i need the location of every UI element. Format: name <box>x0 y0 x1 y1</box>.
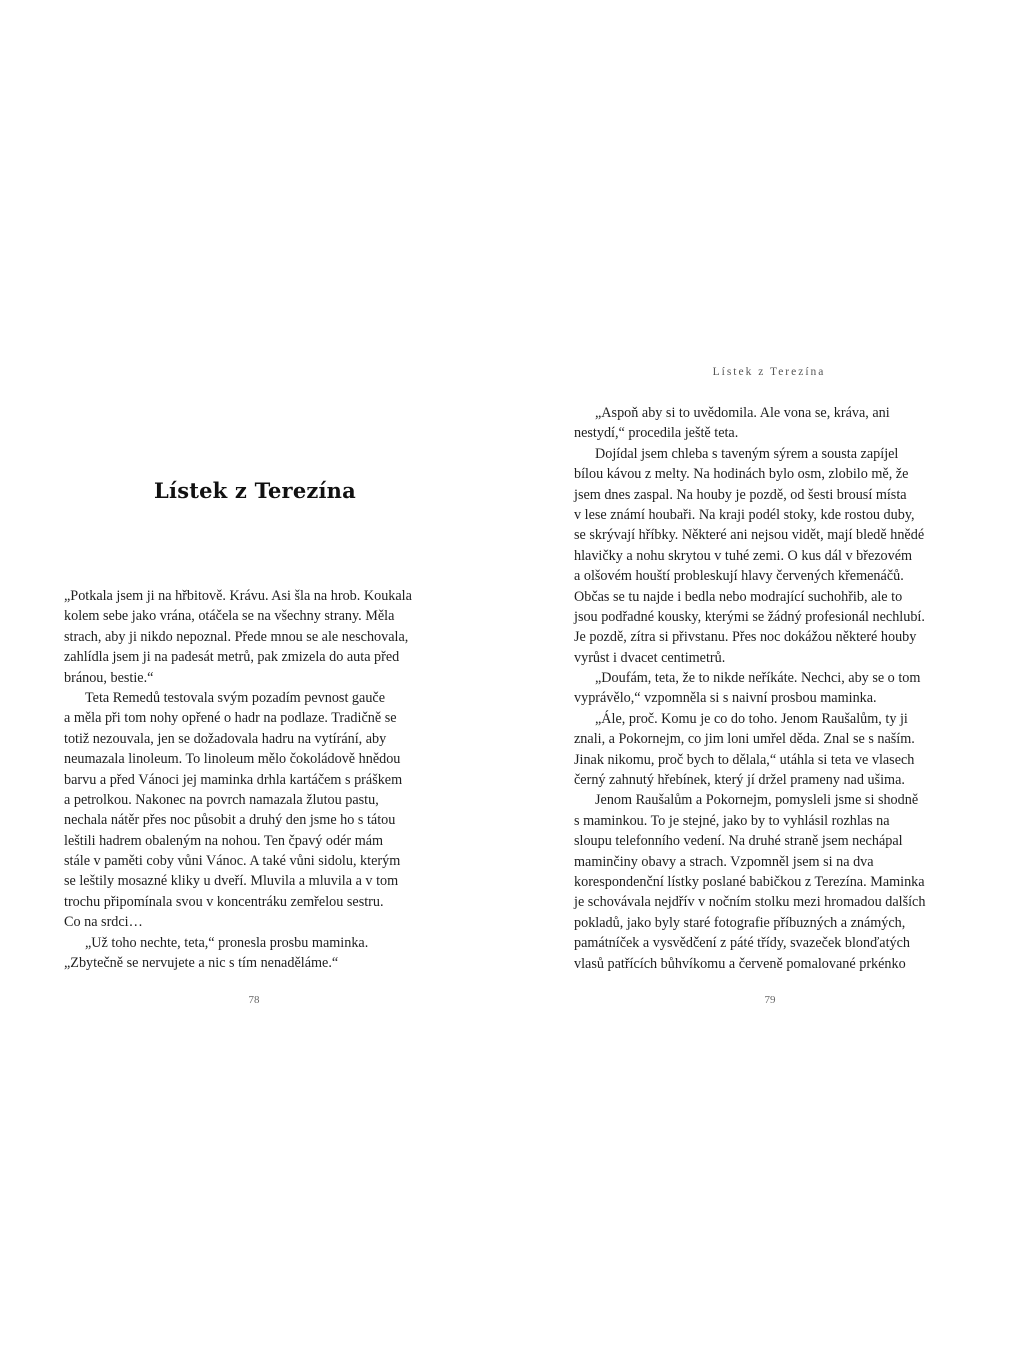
text-line: strach, aby ji nikdo nepoznal. Přede mnou se ale neschovala, <box>64 628 409 645</box>
text-line: pokladů, jako byly staré fotografie příbuzných a známých, <box>574 914 906 931</box>
text-line: jsem dnes zaspal. Na houby je pozdě, od šesti brousí místa <box>574 486 907 503</box>
text-line: sloupu telefonního vedení. Na druhé straně jsem nechápal <box>574 833 903 850</box>
text-line: stále v paměti coby vůni Vánoc. A také vůni sidolu, kterým <box>64 853 401 870</box>
text-line: Co na srdci… <box>64 914 143 931</box>
text-line: s maminkou. To je stejné, jako by to vyhlásil rozhlas na <box>574 812 890 829</box>
text-line: neumazala linoleum. To linoleum mělo čokoládově hnědou <box>64 751 401 768</box>
text-line: v lese známí houbaři. Na kraji podél stoky, kde rostou duby, <box>574 506 915 523</box>
left-page-text <box>64 586 448 973</box>
text-line: vyrůst i dvacet centimetrů. <box>574 649 726 666</box>
text-line: a měla při tom nohy opřené o hadr na podlaze. Tradičně se <box>64 710 397 727</box>
chapter-title: Lístek z Terezína <box>154 478 356 503</box>
text-line: je schovávala nejdřív v nočním stolku mezi hromadou dalších <box>574 894 926 911</box>
text-line: se skrývají hříbky. Některé ani nejsou vidět, mají bledě hnědé <box>574 527 925 544</box>
running-head: Lístek z Terezína <box>712 366 826 378</box>
text-line: bílou kávou z melty. Na hodinách bylo osm, zlobilo mě, že <box>574 466 909 483</box>
text-line: „Zbytečně se nervujete a nic s tím nenaděláme.“ <box>64 955 339 972</box>
text-line: hlavičky a nohu skrytou v tuhé zemi. O kus dál v březovém <box>574 547 913 564</box>
text-line: jsou podřadné kousky, kterými se žádný profesionál nechlubí. <box>574 608 925 625</box>
text-line: totiž nezouvala, jen se dožadovala hadru na vytírání, aby <box>64 730 387 747</box>
text-line: trochu připomínala svou v koncentráku zemřelou sestru. <box>64 893 384 910</box>
text-line: barvu a před Vánoci jej maminka drhla kartáčem s práškem <box>64 771 403 788</box>
right-page-text <box>574 403 966 974</box>
text-line: a petrolkou. Nakonec na povrch namazala žlutou pastu, <box>64 791 379 808</box>
text-line: leštili hadrem obaleným na nohou. Ten čpavý odér mám <box>64 832 384 849</box>
page-number-right: 79 <box>764 994 776 1006</box>
text-line: černý zahnutý hřebínek, který jí držel prameny nad ušima. <box>574 772 905 789</box>
text-line: památníček a vysvědčení z páté třídy, svazeček blonďatých <box>574 935 910 952</box>
text-line: nechala nátěr přes noc působit a druhý den jsme ho s tátou <box>64 812 396 829</box>
text-line: zahlídla jsem ji na padesát metrů, pak zmizela do auta před <box>64 649 400 666</box>
text-line: „Už toho nechte, teta,“ pronesla prosbu maminka. <box>85 934 369 951</box>
text-line: a olšovém houští probleskují hlavy červených křemenáčů. <box>574 568 904 585</box>
text-line: maminčiny obavy a strach. Vzpomněl jsem si na dva <box>574 853 874 870</box>
text-line: „Doufám, teta, že to nikde neříkáte. Nechci, aby se o tom <box>595 670 921 687</box>
text-line: Jinak nikomu, proč bych to dělala,“ utáhla si teta ve vlasech <box>574 751 915 768</box>
text-line: kolem sebe jako vrána, otáčela se na všechny strany. Měla <box>64 608 395 625</box>
text-line: „Ále, proč. Komu je co do toho. Jenom Raušalům, ty ji <box>595 710 908 727</box>
text-line: Dojídal jsem chleba s taveným sýrem a sousta zapíjel <box>595 445 899 462</box>
text-line: korespondenční lístky poslané babičkou z Terezína. Maminka <box>574 873 925 890</box>
text-line: Občas se tu najde i bedla nebo modrající suchohřib, ale to <box>574 588 903 605</box>
text-line: nestydí,“ procedila ještě teta. <box>574 425 739 442</box>
text-line: Teta Remedů testovala svým pozadím pevnost gauče <box>85 689 386 706</box>
text-line: znali, a Pokornejm, co jim loni umřel děda. Znal se s naším. <box>574 731 915 748</box>
right-page <box>512 0 1024 1365</box>
page-number-left: 78 <box>248 994 260 1006</box>
text-line: Je pozdě, zítra si přivstanu. Přes noc dokážou některé houby <box>574 629 917 646</box>
text-line: „Potkala jsem ji na hřbitově. Krávu. Asi šla na hrob. Koukala <box>64 588 412 604</box>
text-line: se leštily mosazné kliky u dveří. Mluvila a mluvila a v tom <box>64 873 399 890</box>
text-line: Jenom Raušalům a Pokornejm, pomysleli jsme si shodně <box>595 792 919 809</box>
text-line: bránou, bestie.“ <box>64 669 154 686</box>
text-line: vlasů patřících bůhvíkomu a červeně pomalované prkénko <box>574 955 906 972</box>
text-line: vyprávělo,“ vzpomněla si s naivní prosbou maminka. <box>574 690 877 707</box>
text-line: „Aspoň aby si to uvědomila. Ale vona se, kráva, ani <box>595 405 890 421</box>
